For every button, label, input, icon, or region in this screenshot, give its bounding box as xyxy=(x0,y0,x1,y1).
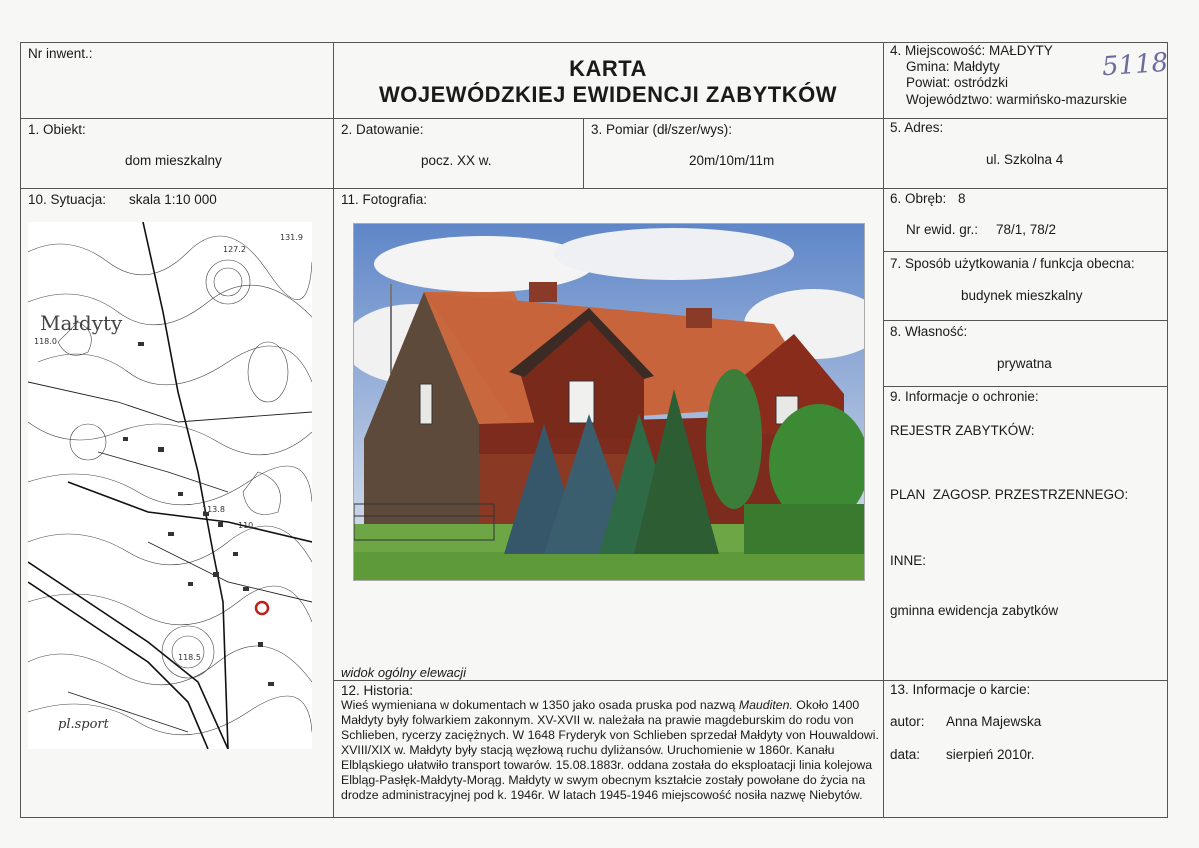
map-height-3: 118.0 xyxy=(34,337,57,346)
address-value: ul. Szkolna 4 xyxy=(986,152,1064,167)
situation-map xyxy=(28,222,312,749)
map-height-2: 131.9 xyxy=(280,233,303,242)
map-height-4: 113.8 xyxy=(202,505,225,514)
map-height-6: 118.5 xyxy=(178,653,201,662)
author-label: autor: xyxy=(890,714,925,729)
map-sport-label: pl.sport xyxy=(58,717,109,732)
obreb-label: 6. Obręb: xyxy=(890,191,947,206)
card-info-label: 13. Informacje o karcie: xyxy=(890,682,1031,697)
object-label: 1. Obiekt: xyxy=(28,122,86,137)
gmina-value: Gmina: Małdyty xyxy=(906,59,1000,74)
date-label: data: xyxy=(890,747,921,762)
object-value: dom mieszkalny xyxy=(125,153,222,168)
map-town-name: Małdyty xyxy=(40,311,123,335)
ownership-value: prywatna xyxy=(997,356,1052,371)
plot-label: Nr ewid. gr.: xyxy=(906,222,979,237)
ownership-label: 8. Własność: xyxy=(890,324,968,339)
map-height-1: 127.2 xyxy=(223,245,246,254)
history-text xyxy=(341,698,881,803)
usage-label: 7. Sposób użytkowania / funkcja obecna: xyxy=(890,256,1135,271)
registry-label: REJESTR ZABYTKÓW: xyxy=(890,423,1035,438)
card-title: KARTA xyxy=(569,56,647,81)
locality-label: 4. Miejscowość: MAŁDYTY xyxy=(890,43,1053,58)
history-text-a: Wieś wymieniana w dokumentach w 1350 jako osada pruska pod nazwą xyxy=(341,698,739,712)
history-text-b: Około 1400 Małdyty były folwarkiem zakonnym. XV-XVII w. należała na prawie magdeburskim do rodu von Schlieben, rycerzy zaciężnych. W 1648 Fryderyk von Schlieben sprzedał Małdyty von Houwaldowi. XVIII/XIX w. Małdyty były stacją węzłową ruchu dyliżansów. Uruchomienie w 1860r. Kanału Elbląskiego ułatwiło transport towarów. 15.08.1883r. oddana została do eksploatacji linia kolejowa Elbląg-Pasłęk-Małdyty-Morąg. Małdyty w swym obecnym kształcie zostały powołane do życia na drodze administracyjnej pod k. 1946r. W latach 1945-1946 miejscowość nosiła nazwę Niebytów. xyxy=(341,698,879,802)
building-photo xyxy=(353,223,865,581)
inventory-label: Nr inwent.: xyxy=(28,46,93,61)
usage-value: budynek mieszkalny xyxy=(961,288,1083,303)
measure-value: 20m/10m/11m xyxy=(689,153,775,168)
map-height-5: 110 xyxy=(238,521,254,530)
card-subtitle: WOJEWÓDZKIEJ EWIDENCJI ZABYTKÓW xyxy=(379,82,837,107)
other-value: gminna ewidencja zabytków xyxy=(890,603,1059,618)
protection-label: 9. Informacje o ochronie: xyxy=(890,389,1039,404)
other-label: INNE: xyxy=(890,553,927,568)
dating-value: pocz. XX w. xyxy=(421,153,492,168)
voivodeship-value: Województwo: warmińsko-mazurskie xyxy=(906,92,1128,107)
situation-label: 10. Sytuacja: xyxy=(28,192,107,207)
obreb-value: 8 xyxy=(958,191,966,206)
house-photo xyxy=(354,224,864,580)
date-value: sierpień 2010r. xyxy=(946,747,1035,762)
history-text-italic: Mauditen. xyxy=(738,698,793,712)
topographic-map xyxy=(28,222,312,749)
measure-label: 3. Pomiar (dł/szer/wys): xyxy=(591,122,733,137)
photo-label: 11. Fotografia: xyxy=(341,192,428,207)
plan-label: PLAN ZAGOSP. PRZESTRZENNEGO: xyxy=(890,487,1129,502)
photo-caption: widok ogólny elewacji xyxy=(341,665,467,680)
dating-label: 2. Datowanie: xyxy=(341,122,424,137)
author-value: Anna Majewska xyxy=(946,714,1042,729)
scale-value: skala 1:10 000 xyxy=(129,192,217,207)
powiat-value: Powiat: ostródzki xyxy=(906,75,1009,90)
address-label: 5. Adres: xyxy=(890,120,944,135)
history-label: 12. Historia: xyxy=(341,683,414,698)
plot-value: 78/1, 78/2 xyxy=(996,222,1057,237)
handwritten-number: 5118 xyxy=(1101,47,1170,83)
